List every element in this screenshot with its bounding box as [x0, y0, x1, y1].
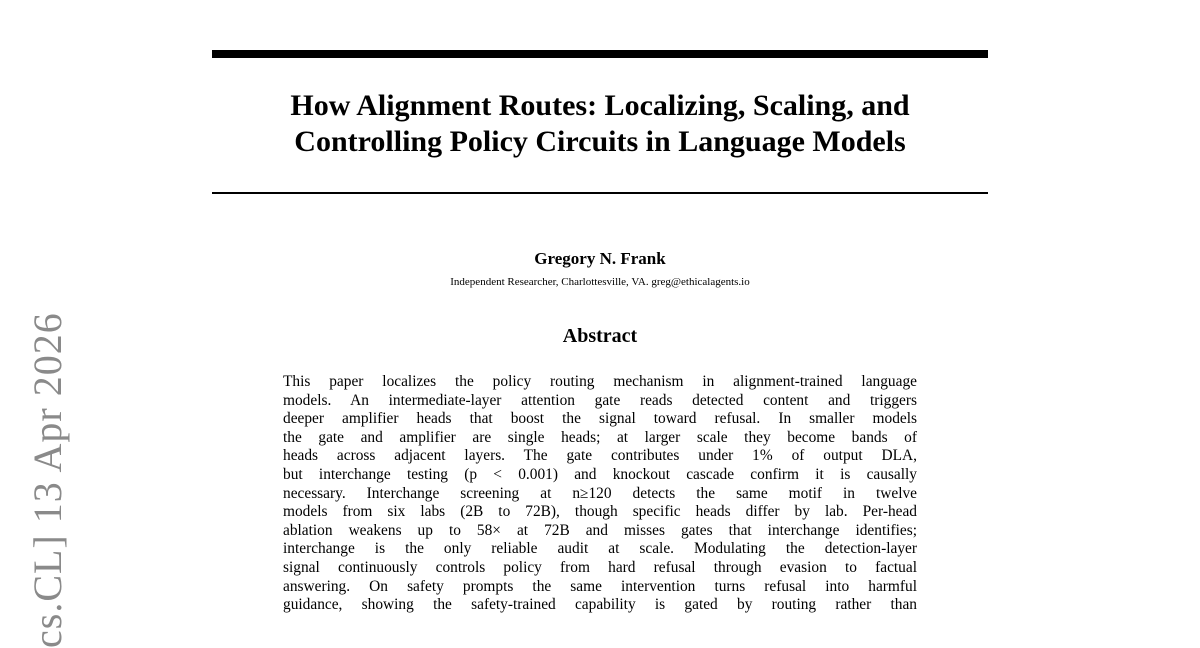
abstract-line: signal continuously controls policy from hard refusal through evasion to factual — [283, 558, 917, 576]
title-line: How Alignment Routes: Localizing, Scaling, and — [290, 89, 910, 122]
abstract-line: guidance, showing the safety-trained capability is gated by routing rather than — [283, 596, 917, 614]
abstract-line: models. An intermediate-layer attention gate reads detected content and triggers — [283, 391, 917, 409]
abstract-line: ablation weakens up to 58× at 72B and misses gates that interchange identifies; — [283, 521, 917, 539]
abstract-line: heads across adjacent layers. The gate contributes under 1% of output DLA, — [283, 447, 917, 465]
title-top-rule — [212, 50, 988, 58]
title-line: Controlling Policy Circuits in Language Models — [294, 125, 906, 158]
abstract-line: models from six labs (2B to 72B), though specific heads differ by lab. Per-head — [283, 503, 917, 521]
paper-title — [212, 88, 988, 160]
abstract-line: deeper amplifier heads that boost the signal toward refusal. In smaller models — [283, 410, 917, 428]
abstract-line: This paper localizes the policy routing mechanism in alignment-trained language — [283, 373, 917, 390]
abstract-line: necessary. Interchange screening at n≥120 detects the same motif in twelve — [283, 484, 917, 502]
abstract-line: the gate and amplifier are single heads; at larger scale they become bands of — [283, 428, 917, 446]
author-affiliation: Independent Researcher, Charlottesville, VA. greg@ethicalagents.io — [450, 276, 750, 288]
author-name: Gregory N. Frank — [534, 249, 666, 268]
abstract-heading: Abstract — [562, 325, 638, 347]
abstract-line: answering. On safety prompts the same intervention turns refusal into harmful — [283, 577, 917, 595]
arxiv-identifier-stamp: cs.CL] 13 Apr 2026 — [25, 312, 70, 648]
title-bottom-rule — [212, 192, 988, 194]
abstract-line: interchange is the only reliable audit at scale. Modulating the detection-layer — [283, 540, 917, 558]
abstract-body — [283, 373, 917, 615]
abstract-line: but interchange testing (p < 0.001) and knockout cascade confirm it is causally — [283, 465, 917, 483]
